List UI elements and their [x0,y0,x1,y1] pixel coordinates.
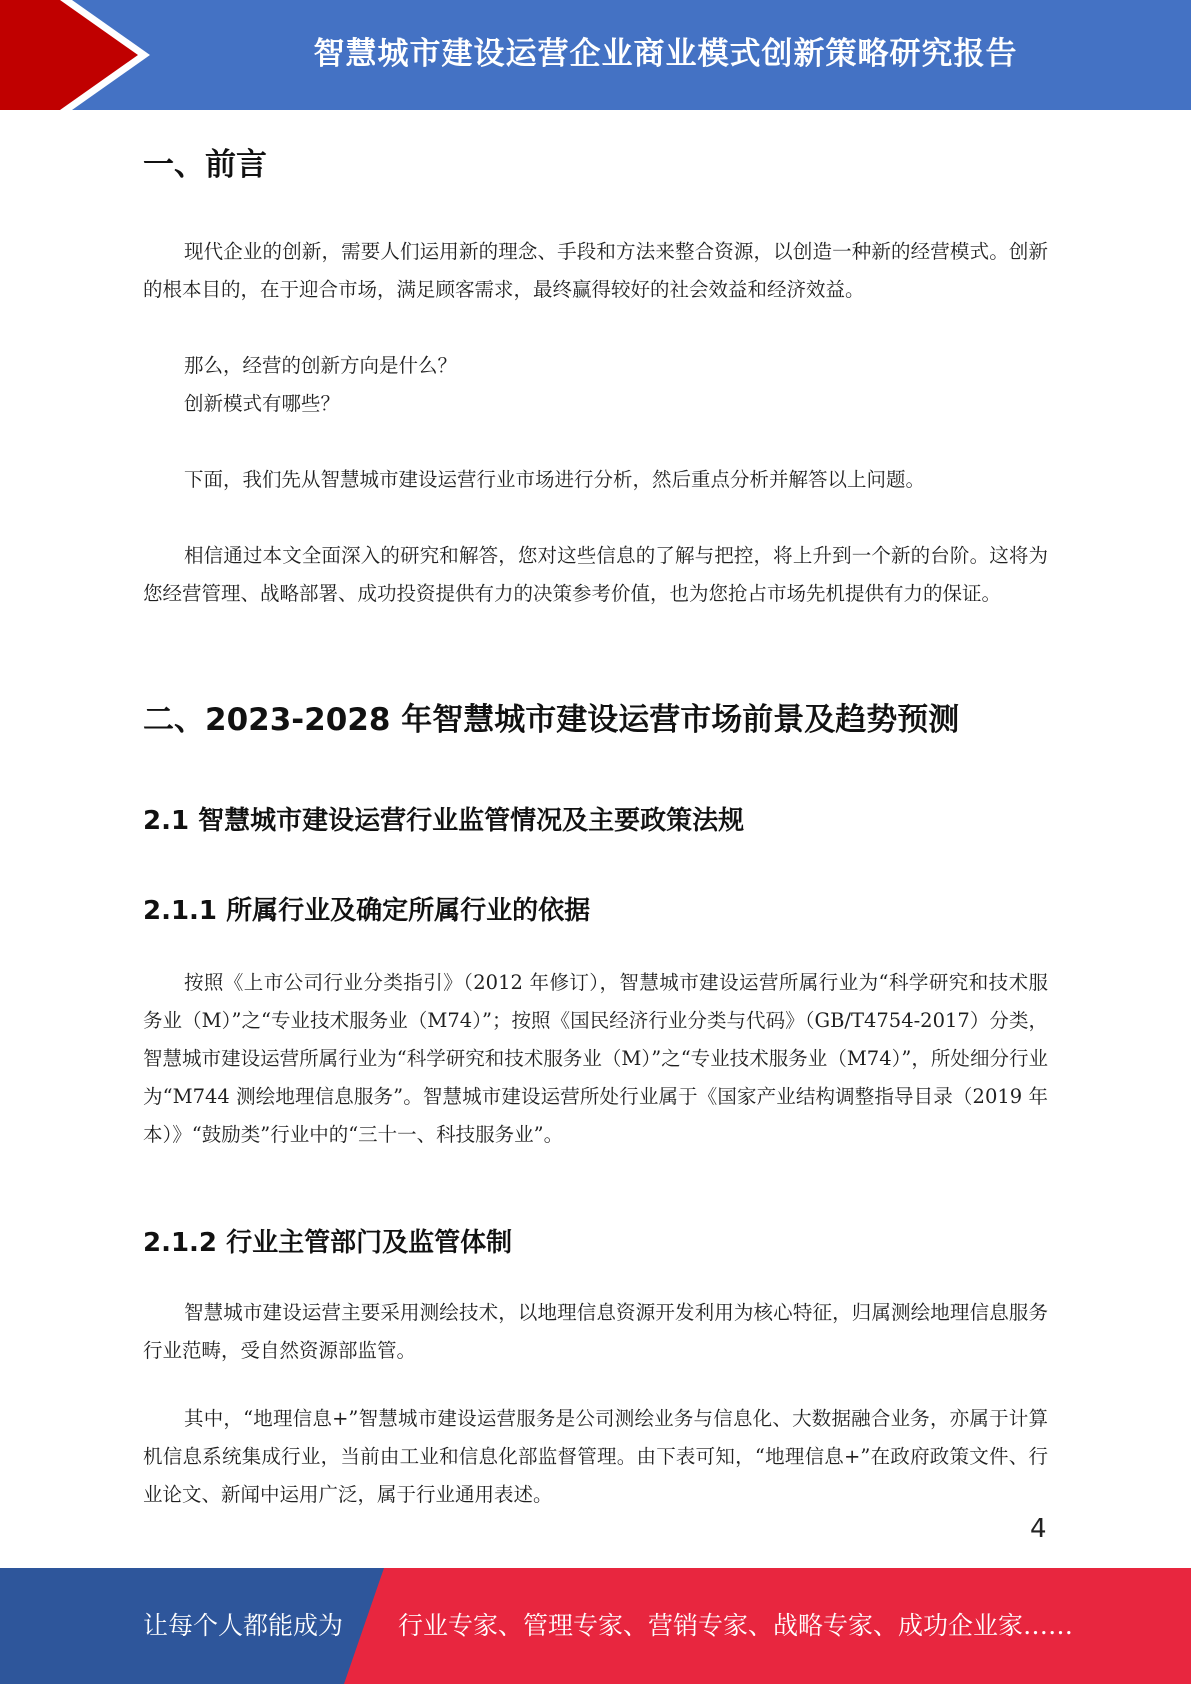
subsection-heading-2-1-1: 2.1.1 所属行业及确定所属行业的依据 [143,896,591,926]
header-banner [0,0,1191,110]
preface-paragraph-3: 相信通过本文全面深入的研究和解答，您对这些信息的了解与把控，将上升到一个新的台阶。这将为您经营管理、战略部署、成功投资提供有力的决策参考价值，也为您抢占市场先机提供有力的保证。 [143,544,1048,605]
footer-slogan-left: 让每个人都能成为 [143,1611,344,1640]
section-heading-forecast: 二、2023-2028 年智慧城市建设运营市场前景及趋势预测 [143,702,960,738]
regulation-paragraph-2: 其中，“地理信息+”智慧城市建设运营服务是公司测绘业务与信息化、大数据融合业务，亦属于计算机信息系统集成行业，当前由工业和信息化部监督管理。由下表可知，“地理信息+”在政府政策文件、行业论文、新闻中运用广泛，属于行业通用表述。 [143,1407,1048,1506]
subsection-heading-2-1: 2.1 智慧城市建设运营行业监管情况及主要政策法规 [143,806,745,836]
subsection-heading-2-1-2: 2.1.2 行业主管部门及监管体制 [143,1228,513,1258]
footer-banner [0,1568,1191,1684]
page-number: 4 [1030,1514,1047,1544]
preface-question-2: 创新模式有哪些？ [184,392,341,415]
report-title: 智慧城市建设运营企业商业模式创新策略研究报告 [313,36,1018,72]
section-heading-preface: 一、前言 [143,147,267,183]
preface-paragraph-2: 下面，我们先从智慧城市建设运营行业市场进行分析，然后重点分析并解答以上问题。 [184,468,926,491]
preface-question-1: 那么，经营的创新方向是什么？ [184,354,458,377]
regulation-paragraph-1: 智慧城市建设运营主要采用测绘技术，以地理信息资源开发利用为核心特征，归属测绘地理信息服务行业范畴，受自然资源部监管。 [143,1301,1048,1362]
footer-slogan-right: 行业专家、管理专家、营销专家、战略专家、成功企业家…… [398,1611,1074,1640]
industry-classification-paragraph: 按照《上市公司行业分类指引》（2012 年修订），智慧城市建设运营所属行业为“科学研究和技术服务业（M）”之“专业技术服务业（M74）”；按照《国民经济行业分类与代码》（GB/T4754-2017）分类，智慧城市建设运营所属行业为“科学研究和技术服务业（M）”之“专业技术服务业（M74）”，所处细分行业为“M744 测绘地理信息服务”。智慧城市建设运营所处行业属于《国家产业结构调整指导目录（2019 年本）》“鼓励类”行业中的“三十一、科技服务业”。 [143,971,1048,1146]
preface-paragraph-1: 现代企业的创新，需要人们运用新的理念、手段和方法来整合资源，以创造一种新的经营模式。创新的根本目的，在于迎合市场，满足顾客需求，最终赢得较好的社会效益和经济效益。 [143,240,1048,301]
